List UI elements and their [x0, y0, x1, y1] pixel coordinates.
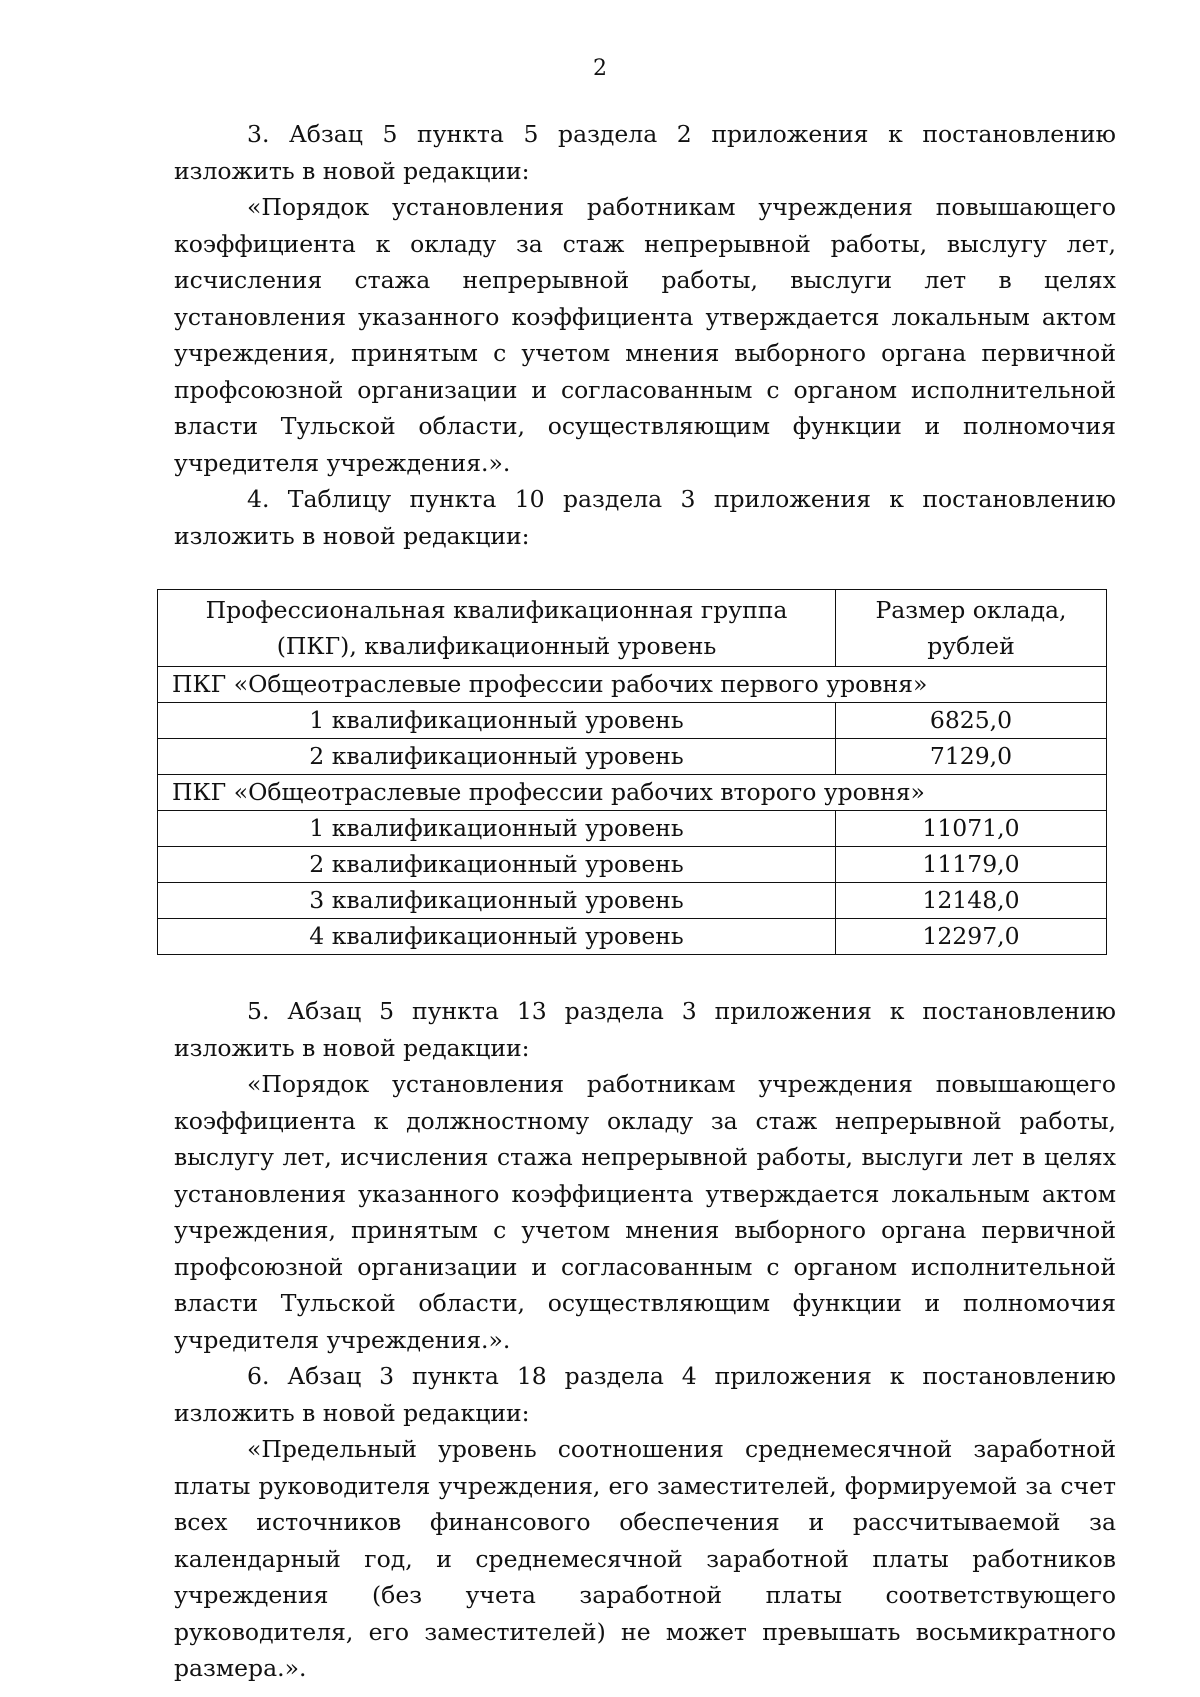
table-row — [158, 919, 1107, 955]
level-cell: 2 квалификационный уровень — [158, 739, 836, 775]
group-row — [158, 775, 1107, 811]
paragraph-item-4: 4. Таблицу пункта 10 раздела 3 приложения к постановлению изложить в новой редакции: — [174, 485, 1116, 550]
group-row — [158, 667, 1107, 703]
paragraph-item-5: 5. Абзац 5 пункта 13 раздела 3 приложения к постановлению изложить в новой редакции: — [174, 997, 1116, 1062]
page-number: 2 — [593, 56, 607, 81]
header-salary-cell: Размер оклада, рублей — [836, 590, 1107, 667]
amount-cell: 12148,0 — [836, 883, 1107, 919]
header-group-cell: Профессиональная квалификационная группа (ПКГ), квалификационный уровень — [158, 590, 836, 667]
group-title-cell: ПКГ «Общеотраслевые профессии рабочих второго уровня» — [158, 775, 1107, 811]
amount-cell: 11179,0 — [836, 847, 1107, 883]
paragraph-quote-3: «Предельный уровень соотношения среднемесячной заработной платы руководителя учреждения, его заместителей, формируемой за счет всех источников финансового обеспечения и рассчитываемой за календарный год, и среднемесячной заработной платы работников учреждения (без учета заработной платы соответствующего руководителя, его заместителей) не может превышать восьмикратного размера.». — [174, 1435, 1116, 1682]
table-row — [158, 847, 1107, 883]
level-cell: 2 квалификационный уровень — [158, 847, 836, 883]
level-cell: 1 квалификационный уровень — [158, 703, 836, 739]
amount-cell: 11071,0 — [836, 811, 1107, 847]
group-title-cell: ПКГ «Общеотраслевые профессии рабочих первого уровня» — [158, 667, 1107, 703]
paragraph-item-6: 6. Абзац 3 пункта 18 раздела 4 приложения к постановлению изложить в новой редакции: — [174, 1362, 1116, 1427]
table-row — [158, 703, 1107, 739]
spacer — [174, 554, 1116, 589]
level-cell: 4 квалификационный уровень — [158, 919, 836, 955]
amount-cell: 12297,0 — [836, 919, 1107, 955]
table-row — [158, 883, 1107, 919]
paragraph-item-3: 3. Абзац 5 пункта 5 раздела 2 приложения к постановлению изложить в новой редакции: — [174, 120, 1116, 185]
paragraph-quote-2: «Порядок установления работникам учреждения повышающего коэффициента к должностному окладу за стаж непрерывной работы, выслугу лет, исчисления стажа непрерывной работы, выслуги лет в целях установления указанного коэффициента утверждается локальным актом учреждения, принятым с учетом мнения выборного органа первичной профсоюзной организации и согласованным с органом исполнительной власти Тульской области, осуществляющим функции и полномочия учредителя учреждения.». — [174, 1070, 1116, 1354]
level-cell: 1 квалификационный уровень — [158, 811, 836, 847]
amount-cell: 7129,0 — [836, 739, 1107, 775]
table-row — [158, 739, 1107, 775]
document-body — [174, 116, 1116, 1687]
salary-table — [157, 589, 1107, 955]
paragraph-quote-1: «Порядок установления работникам учреждения повышающего коэффициента к окладу за стаж непрерывной работы, выслугу лет, исчисления стажа непрерывной работы, выслуги лет в целях установления указанного коэффициента утверждается локальным актом учреждения, принятым с учетом мнения выборного органа первичной профсоюзной организации и согласованным с органом исполнительной власти Тульской области, осуществляющим функции и полномочия учредителя учреждения.». — [174, 193, 1116, 477]
level-cell: 3 квалификационный уровень — [158, 883, 836, 919]
amount-cell: 6825,0 — [836, 703, 1107, 739]
table-row — [158, 811, 1107, 847]
table-header-row — [158, 590, 1107, 667]
spacer — [174, 955, 1116, 993]
